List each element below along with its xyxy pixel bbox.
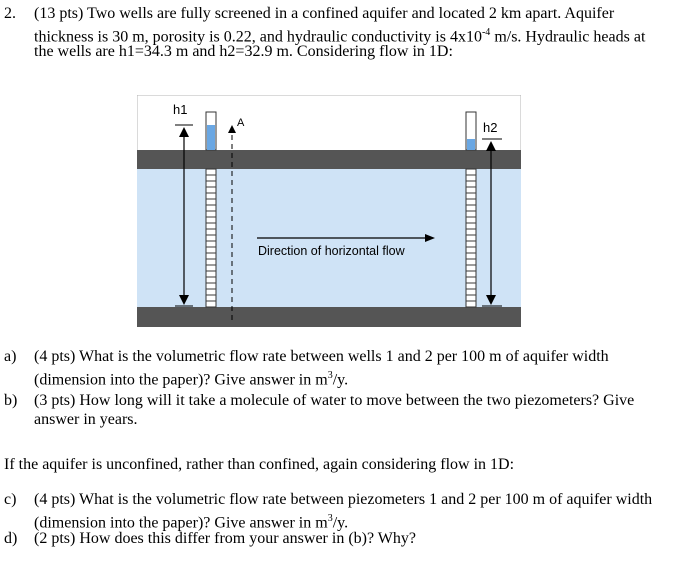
question-c-label: c) [4, 491, 17, 508]
question-a-line-2 [34, 367, 348, 389]
question-c-line-1: (4 pts) What is the volumetric flow rate between piezometers 1 and 2 per 100 m of aquifer width [34, 491, 653, 508]
question-b-line-1: (3 pts) How long will it take a molecule of water to move between the two piezometers? Give [34, 392, 635, 409]
well-1 [206, 112, 216, 307]
question-a-line-2-tail: /y. [332, 371, 349, 389]
question-c-line-2-tail: /y. [332, 514, 349, 532]
unconfined-intro: If the aquifer is unconfined, rather than confined, again considering flow in 1D: [4, 456, 515, 473]
question-a-line-2-text: (dimension into the paper)? Give answer in m [34, 371, 328, 389]
aquifer-diagram [137, 95, 521, 327]
lower-confining-layer [137, 307, 521, 327]
upper-confining-layer [137, 150, 521, 169]
question-c-line-2-text: (dimension into the paper)? Give answer in m [34, 514, 328, 532]
problem-line-3: the wells are h1=34.3 m and h2=32.9 m. Considering flow in 1D: [34, 43, 453, 60]
problem-line-2-text: thickness is 30 m, porosity is 0.22, and hydraulic conductivity is 4x10 [34, 28, 482, 46]
label-h2: h2 [483, 120, 498, 135]
question-c-line-2 [34, 510, 348, 532]
question-b-label: b) [4, 392, 18, 409]
problem-line-1: (13 pts) Two wells are fully screened in a confined aquifer and located 2 km apart. Aquifer [34, 5, 615, 22]
problem-exponent: -4 [481, 27, 491, 38]
question-b-line-2: answer in years. [34, 411, 138, 428]
problem-number: 2. [4, 5, 16, 22]
flow-direction-label: Direction of horizontal flow [258, 244, 405, 258]
question-d-line-1: (2 pts) How does this differ from your answer in (b)? Why? [34, 530, 416, 547]
question-c-exponent: 3 [327, 513, 333, 524]
label-a: A [237, 117, 245, 129]
question-a-exponent: 3 [327, 370, 333, 381]
question-d-label: d) [4, 530, 18, 547]
label-h1: h1 [173, 102, 188, 117]
question-a-label: a) [4, 348, 17, 365]
well-2 [466, 112, 476, 307]
question-a-line-1: (4 pts) What is the volumetric flow rate between wells 1 and 2 per 100 m of aquifer width [34, 348, 609, 365]
problem-line-2-tail: m/s. Hydraulic heads at [490, 28, 646, 46]
